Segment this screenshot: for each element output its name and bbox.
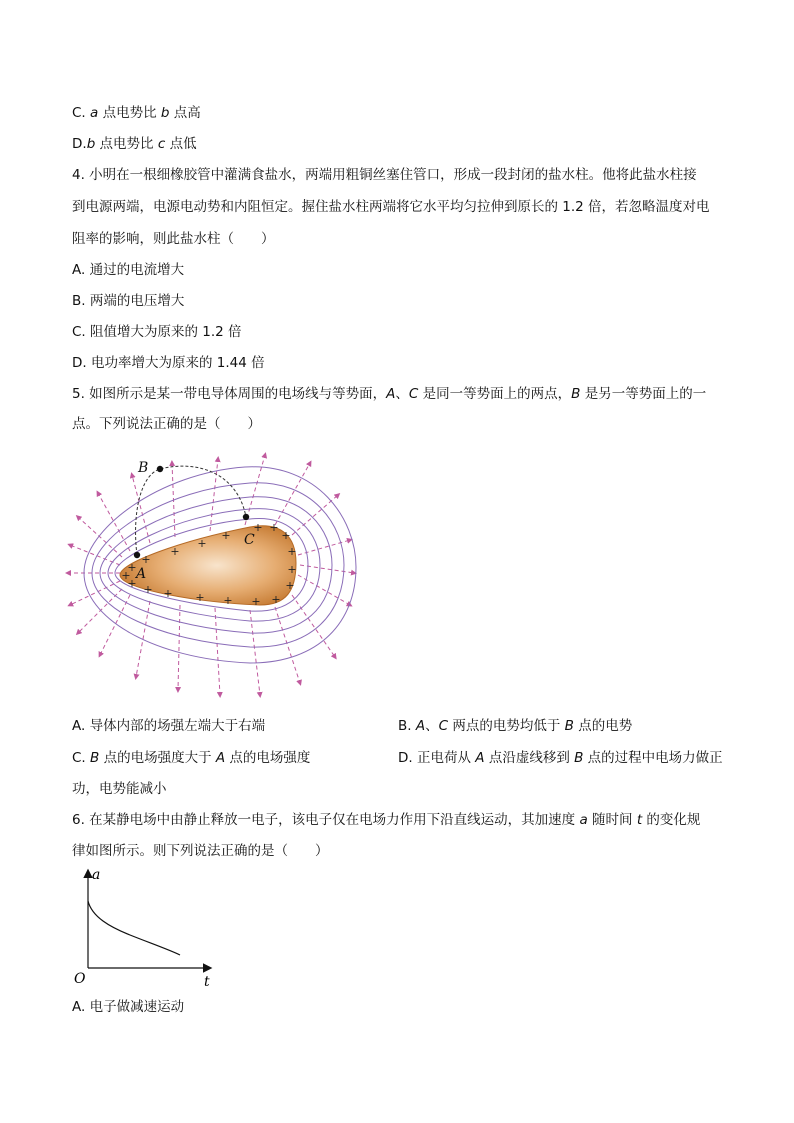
q5-option-b: B. A、C 两点的电势均低于 B 点的电势 [398, 718, 633, 734]
charge-plus: + [221, 529, 231, 542]
q5-stem-line2: 点。下列说法正确的是（ ） [72, 416, 261, 432]
origin-label: O [74, 971, 86, 987]
point-a [134, 552, 140, 558]
y-axis-label: a [92, 867, 101, 883]
charge-plus: + [253, 521, 263, 534]
q4-option-a: A. 通过的电流增大 [72, 262, 185, 278]
q6-stem-line2: 律如图所示。则下列说法正确的是（ ） [72, 843, 329, 859]
charge-plus: + [223, 594, 233, 607]
charge-plus: + [195, 591, 205, 604]
x-axis-label: t [204, 974, 210, 990]
charge-plus: + [287, 563, 297, 576]
charge-plus: + [141, 553, 151, 566]
charge-plus: + [285, 579, 295, 592]
charge-plus: + [197, 537, 207, 550]
q4-stem-line1: 4. 小明在一根细橡胶管中灌满食盐水，两端用粗铜丝塞住管口，形成一段封闭的盐水柱。他将此盐水柱接 [72, 167, 697, 183]
charge-plus: + [121, 569, 131, 582]
charge-plus: + [269, 521, 279, 534]
q4-option-b: B. 两端的电压增大 [72, 293, 185, 309]
q3-option-d: D.b 点电势比 c 点低 [72, 136, 197, 152]
point-b [157, 466, 163, 472]
q6-stem-line1: 6. 在某静电场中由静止释放一电子，该电子仅在电场力作用下沿直线运动，其加速度 a 随时间 t 的变化规 [72, 812, 701, 828]
charged-conductor-field-figure [60, 445, 360, 710]
label-c: C [244, 532, 255, 548]
q5-option-c: C. B 点的电场强度大于 A 点的电场强度 [72, 750, 311, 766]
charge-plus: + [163, 587, 173, 600]
point-c [243, 514, 249, 520]
q5-option-a: A. 导体内部的场强左端大于右端 [72, 718, 266, 734]
q4-stem-line2: 到电源两端，电源电动势和内阻恒定。握住盐水柱两端将它水平均匀拉伸到原长的 1.2 倍，若忽略温度对电 [72, 199, 710, 215]
q5-option-d: D. 正电荷从 A 点沿虚线移到 B 点的过程中电场力做正 [398, 750, 723, 766]
q6-option-a: A. 电子做减速运动 [72, 999, 185, 1015]
charge-plus: + [127, 561, 137, 574]
charge-plus: + [271, 593, 281, 606]
label-a: A [136, 566, 147, 582]
a-t-curve [88, 901, 180, 955]
charge-plus: + [287, 545, 297, 558]
charge-plus: + [127, 577, 137, 590]
label-b: B [138, 460, 149, 476]
q5-stem-line1: 5. 如图所示是某一带电导体周围的电场线与等势面，A、C 是同一等势面上的两点，B 是另一等势面上的一 [72, 386, 707, 402]
charge-plus: + [143, 583, 153, 596]
charge-plus: + [251, 595, 261, 608]
q4-option-d: D. 电功率增大为原来的 1.44 倍 [72, 355, 265, 371]
acceleration-time-graph [70, 865, 220, 990]
charge-plus: + [170, 545, 180, 558]
q4-stem-line3: 阻率的影响，则此盐水柱（ ） [72, 231, 275, 247]
q4-option-c: C. 阻值增大为原来的 1.2 倍 [72, 324, 242, 340]
q3-option-c: C. a 点电势比 b 点高 [72, 105, 201, 121]
charge-plus: + [281, 529, 291, 542]
q5-option-d-cont: 功，电势能减小 [72, 781, 167, 797]
